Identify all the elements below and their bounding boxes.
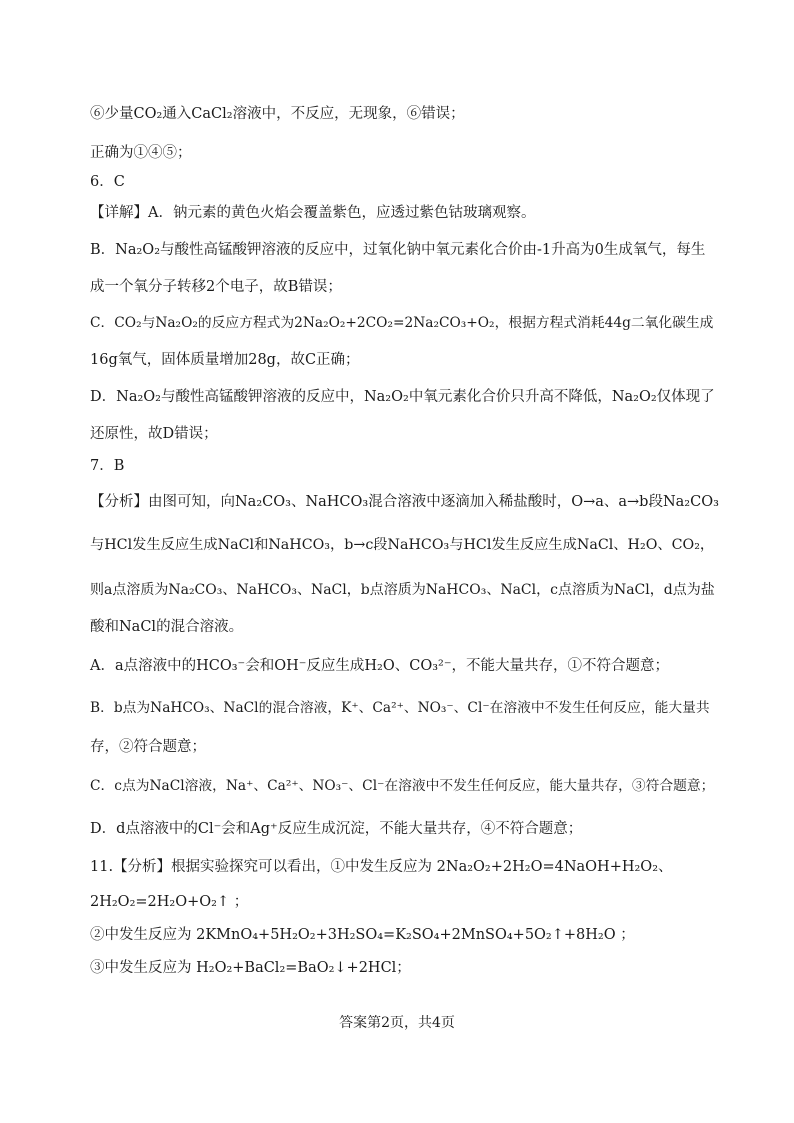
text-line: D．Na₂O₂与酸性高锰酸钾溶液的反应中，Na₂O₂中氧元素化合价只升高不降低，Na₂O₂仅体现了	[90, 389, 715, 405]
text-line: 11.【分析】根据实验探究可以看出，①中发生反应为 2Na₂O₂+2H₂O=4NaOH+H₂O₂、	[90, 859, 673, 875]
text-line: B．Na₂O₂与酸性高锰酸钾溶液的反应中，过氧化钠中氧元素化合价由-1升高为0生成氧气，每生	[90, 242, 706, 258]
text-line: ②中发生反应为 2KMnO₄+5H₂O₂+3H₂SO₄=K₂SO₄+2MnSO₄+5O₂↑+8H₂O ；	[90, 927, 635, 943]
text-line: B．b点为NaHCO₃、NaCl的混合溶液，K⁺、Ca²⁺、NO₃⁻、Cl⁻在溶液中不发生任何反应，能大量共	[90, 700, 710, 716]
text-line: A．a点溶液中的HCO₃⁻会和OH⁻反应生成H₂O、CO₃²⁻，不能大量共存，①不符合题意；	[90, 658, 669, 674]
text-line: 则a点溶质为Na₂CO₃、NaHCO₃、NaCl，b点溶质为NaHCO₃、NaCl，c点溶质为NaCl，d点为盐	[90, 582, 715, 598]
text-line: 2H₂O₂=2H₂O+O₂↑ ；	[90, 894, 249, 910]
text-line: 存，②符合题意；	[90, 739, 206, 755]
page-footer: 答案第2页，共4页	[339, 1015, 455, 1031]
text-line: 与HCl发生反应生成NaCl和NaHCO₃，b→c段NaHCO₃与HCl发生反应生成NaCl、H₂O、CO₂，	[90, 537, 715, 553]
text-line: ③中发生反应为 H₂O₂+BaCl₂=BaO₂↓+2HCl；	[90, 960, 411, 976]
text-line: D．d点溶液中的Cl⁻会和Ag⁺反应生成沉淀，不能大量共存，④不符合题意；	[90, 821, 583, 837]
text-line: 酸和NaCl的混合溶液。	[90, 619, 244, 635]
text-line: 16g氧气，固体质量增加28g，故C正确；	[90, 352, 360, 368]
text-line: C．c点为NaCl溶液，Na⁺、Ca²⁺、NO₃⁻、Cl⁻在溶液中不发生任何反应，能大量共存，③符合题意；	[90, 778, 715, 794]
text-line: C．CO₂与Na₂O₂的反应方程式为2Na₂O₂+2CO₂=2Na₂CO₃+O₂，根据方程式消耗44g二氧化碳生成	[90, 315, 714, 331]
question-number: 6．C	[90, 174, 125, 190]
text-line: 【分析】由图可知，向Na₂CO₃、NaHCO₃混合溶液中逐滴加入稀盐酸时，O→a、a→b段Na₂CO₃	[90, 494, 719, 510]
text-line: 正确为①④⑤；	[90, 145, 192, 161]
text-line: 还原性，故D错误；	[90, 426, 218, 442]
question-number: 7．B	[90, 458, 125, 474]
text-line: ⑥少量CO₂通入CaCl₂溶液中，不反应，无现象，⑥错误；	[90, 106, 465, 122]
text-line: 成一个氧分子转移2个电子，故B错误；	[90, 279, 342, 295]
text-line: 【详解】A．钠元素的黄色火焰会覆盖紫色，应透过紫色钴玻璃观察。	[90, 205, 536, 221]
